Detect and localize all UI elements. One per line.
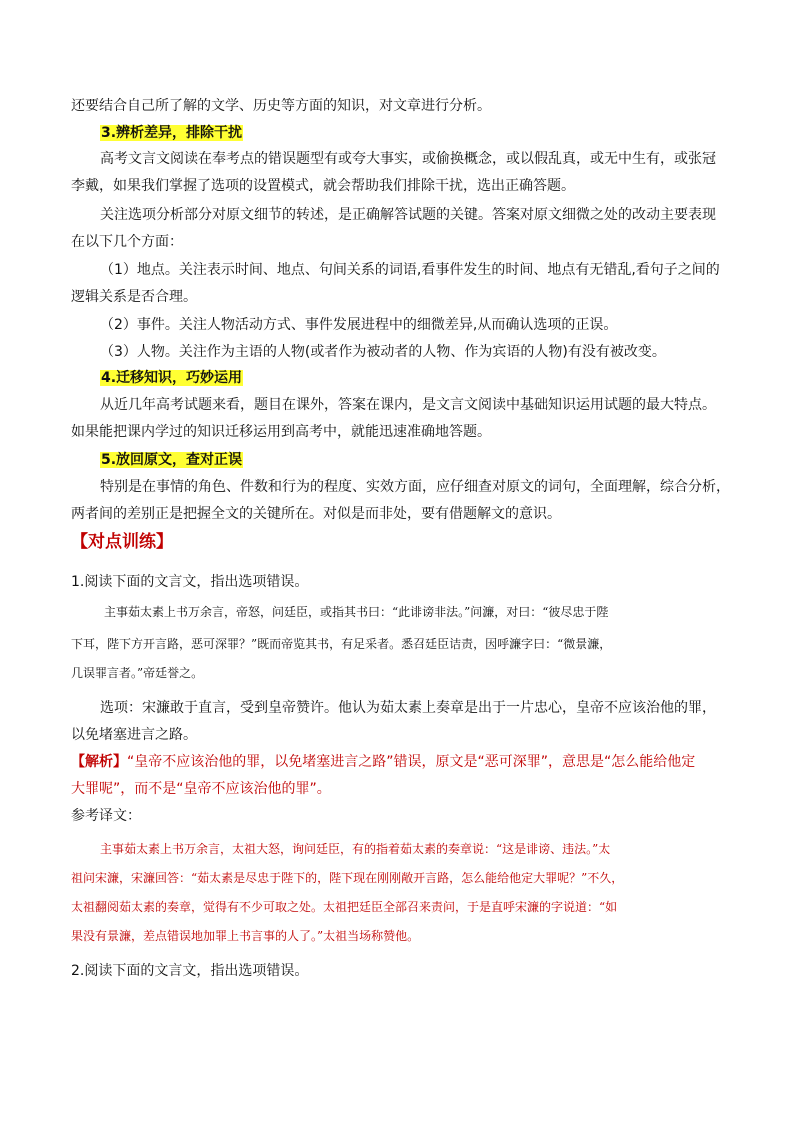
paragraph-line: 李戴，如果我们掌握了选项的设置模式，就会帮助我们排除干扰，选出正确答题。 (71, 178, 575, 194)
paragraph-line: 两者间的差别正是把握全文的关键所在。对似是而非处，要有借题解文的意识。 (71, 506, 561, 522)
question-2-prompt: 2.阅读下面的文言文，指出选项错误。 (71, 963, 309, 979)
quote-line: 几误罪言者。”帝廷誉之。 (71, 666, 204, 680)
quote-line: 主事茹太素上书万余言，帝怒，问廷臣，或指其书曰：“此诽谤非法。”问濂，对曰：“彼尽忠于陛 (104, 605, 609, 619)
heading-4 (100, 369, 243, 387)
heading-5 (100, 451, 243, 469)
paragraph-line: 如果能把课内学过的知识迁移运用到高考中，就能迅速准确地答题。 (71, 424, 491, 440)
paragraph-line: （2）事件。关注人物活动方式、事件发展进程中的细微差异,从而确认选项的正误。 (100, 317, 618, 333)
question-1-prompt: 1.阅读下面的文言文，指出选项错误。 (71, 574, 309, 590)
translation-line: 太祖翻阅茹太素的奏章，觉得有不少可取之处。太祖把廷臣全部召来责问，于是直呼宋濂的字说道：“如 (71, 900, 618, 914)
paragraph-line: 高考文言文阅读在奉考点的错误题型有或夸大事实，或偷换概念，或以假乱真，或无中生有，或张冠 (100, 151, 716, 167)
translation-line: 主事茹太素上书万余言，太祖大怒，询问廷臣，有的指着茹太素的奏章说：“这是诽谤、违法。”太 (100, 842, 611, 856)
paragraph-line: 还要结合自己所了解的文学、历史等方面的知识，对文章进行分析。 (71, 98, 491, 114)
heading-3-text: 3.辨析差异，排除干扰 (101, 125, 243, 141)
paragraph-line: 从近几年高考试题来看，题目在课外，答案在课内，是文言文阅读中基础知识运用试题的最大特点。 (100, 397, 716, 413)
option-line: 以免堵塞进言之路。 (71, 727, 197, 743)
quote-line: 下耳，陛下方开言路，恶可深罪？”既而帝览其书，有足采者。悉召廷臣诘责，因呼濂字曰：“微景濂， (71, 637, 612, 651)
paragraph-line: 关注选项分析部分对原文细节的转述，是正确解答试题的关键。答案对原文细微之处的改动主要表现 (100, 207, 716, 223)
heading-4-text: 4.迁移知识，巧妙运用 (101, 370, 243, 386)
paragraph-line: 逻辑关系是否合理。 (71, 289, 197, 305)
option-line: 选项：宋濂敢于直言，受到皇帝赞许。他认为茹太素上奏章是出于一片忠心，皇帝不应该治他的罪， (100, 700, 716, 716)
section-title: 【对点训练】 (71, 532, 173, 552)
paragraph-line: （3）人物。关注作为主语的人物(或者作为被动者的人物、作为宾语的人物)有没有被改变。 (100, 344, 666, 360)
paragraph-line: 特别是在事情的角色、件数和行为的程度、实效方面，应仔细查对原文的词句，全面理解，综合分析， (100, 479, 730, 495)
paragraph-line: 在以下几个方面： (71, 234, 183, 250)
analysis-line: 大罪呢”，而不是“皇帝不应该治他的罪”。 (71, 781, 331, 797)
heading-3 (100, 124, 243, 142)
reference-label: 参考译文： (71, 808, 141, 824)
analysis-text: “皇帝不应该治他的罪，以免堵塞进言之路”错误，原文是“恶可深罪”，意思是“怎么能给他定 (127, 754, 696, 770)
translation-line: 果没有景濂，差点错误地加罪上书言事的人了。”太祖当场称赞他。 (71, 929, 420, 943)
heading-5-text: 5.放回原文，查对正误 (101, 452, 243, 468)
analysis-tag: 【解析】 (71, 754, 127, 770)
analysis-line (71, 753, 695, 771)
paragraph-line: （1）地点。关注表示时间、地点、句间关系的词语,看事件发生的时间、地点有无错乱,看句子之间的 (100, 262, 720, 278)
translation-line: 祖问宋濂，宋濂回答：“茹太素是尽忠于陛下的，陛下现在刚刚敞开言路，怎么能给他定大罪呢？”不久， (71, 871, 624, 885)
